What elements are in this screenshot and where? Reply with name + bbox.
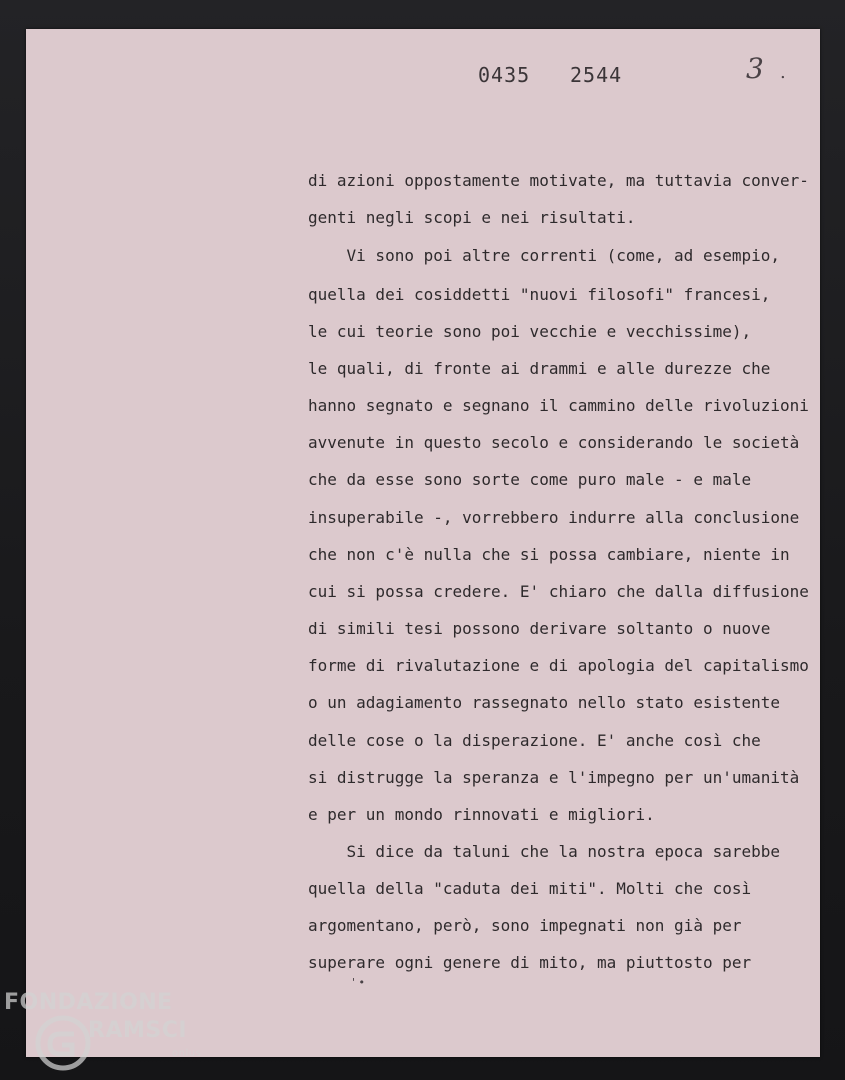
text-line: o un adagiamento rassegnato nello stato esistente — [308, 693, 781, 712]
text-line: le cui teorie sono poi vecchie e vecchissime), — [308, 322, 752, 341]
gramsci-logo-icon — [34, 1014, 92, 1072]
ink-mark: ' • — [352, 976, 366, 989]
text-line: di simili tesi possono derivare soltanto o nuove — [308, 619, 771, 638]
text-line: avvenute in questo secolo e considerando le società — [308, 433, 800, 452]
text-line: quella dei cosiddetti "nuovi filosofi" francesi, — [308, 285, 771, 304]
text-line: forme di rivalutazione e di apologia del capitalismo — [308, 656, 809, 675]
fondazione-gramsci-watermark — [4, 990, 224, 1080]
text-line: Vi sono poi altre correnti (come, ad esempio, — [308, 246, 781, 265]
text-line: di azioni oppostamente motivate, ma tuttavia conver- — [308, 171, 809, 190]
text-line: cui si possa credere. E' chiaro che dalla diffusione — [308, 582, 809, 601]
text-line: hanno segnato e segnano il cammino delle rivoluzioni — [308, 396, 809, 415]
text-line: che da esse sono sorte come puro male - e male — [308, 470, 752, 489]
archive-stamp-number-left: 0435 — [478, 63, 531, 87]
text-line: le quali, di fronte ai drammi e alle durezze che — [308, 359, 771, 378]
text-line: argomentano, però, sono impegnati non già per — [308, 916, 742, 935]
watermark-fondazione-text: FONDAZIONE — [4, 990, 173, 1015]
text-line: si distrugge la speranza e l'impegno per un'umanità — [308, 768, 800, 787]
text-line: superare ogni genere di mito, ma piuttosto per — [308, 953, 752, 972]
archive-stamp-number-right: 2544 — [570, 63, 623, 87]
text-line: e per un mondo rinnovati e migliori. — [308, 805, 655, 824]
page-number-dot: . — [780, 62, 786, 83]
text-line: quella della "caduta dei miti". Molti che così — [308, 879, 752, 898]
watermark-onlus-text: onlus — [172, 1048, 202, 1059]
handwritten-page-number: 3 — [746, 52, 764, 85]
text-line: insuperabile -, vorrebbero indurre alla conclusione — [308, 508, 800, 527]
text-line: delle cose o la disperazione. E' anche così che — [308, 731, 761, 750]
text-line: che non c'è nulla che si possa cambiare, niente in — [308, 545, 790, 564]
text-line: genti negli scopi e nei risultati. — [308, 208, 636, 227]
watermark-gramsci-text: RAMSCI — [88, 1018, 188, 1043]
text-line: Si dice da taluni che la nostra epoca sarebbe — [308, 842, 781, 861]
